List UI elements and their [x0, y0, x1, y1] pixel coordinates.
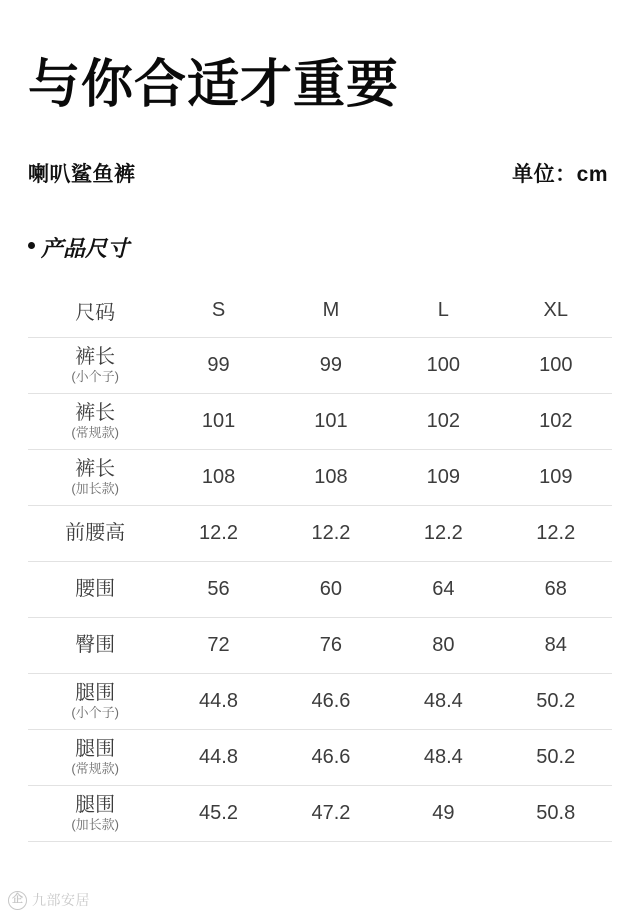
cell-value: 12.2 [162, 505, 274, 561]
row-label-main: 裤长 [75, 458, 116, 481]
cell-value: 46.6 [275, 673, 387, 729]
cell-value: 60 [275, 561, 387, 617]
cell-value: 46.6 [275, 729, 387, 785]
table-row [28, 785, 612, 841]
table-body [28, 337, 612, 841]
product-name: 喇叭鲨鱼裤 [28, 162, 136, 186]
cell-value: 47.2 [275, 785, 387, 841]
cell-value: 101 [162, 393, 274, 449]
size-chart-page [0, 56, 640, 916]
column-header-m: M [275, 285, 387, 338]
cell-value: 108 [162, 449, 274, 505]
table-header [28, 285, 612, 338]
cell-value: 56 [162, 561, 274, 617]
row-label-main: 前腰高 [65, 521, 126, 544]
row-label-sub: (小个子) [71, 704, 119, 720]
column-header-s: S [162, 285, 274, 338]
cell-value: 44.8 [162, 729, 274, 785]
table-row [28, 505, 612, 561]
cell-value: 100 [500, 337, 612, 393]
row-label [28, 337, 162, 393]
cell-value: 102 [387, 393, 499, 449]
cell-value: 50.2 [500, 673, 612, 729]
cell-value: 48.4 [387, 729, 499, 785]
watermark-logo-icon: 企 [8, 891, 27, 910]
row-label-main: 腰围 [75, 577, 116, 600]
product-info-row [28, 158, 612, 188]
cell-value: 102 [500, 393, 612, 449]
cell-value: 49 [387, 785, 499, 841]
row-label-sub: (加长款) [71, 480, 119, 496]
table-row [28, 729, 612, 785]
cell-value: 64 [387, 561, 499, 617]
cell-value: 76 [275, 617, 387, 673]
cell-value: 101 [275, 393, 387, 449]
table-header-row [28, 285, 612, 338]
table-row [28, 393, 612, 449]
size-table [28, 285, 612, 842]
row-label [28, 561, 162, 617]
cell-value: 100 [387, 337, 499, 393]
row-label [28, 617, 162, 673]
row-label [28, 729, 162, 785]
row-label-sub: (加长款) [71, 816, 119, 832]
watermark [8, 890, 90, 910]
row-label-main: 裤长 [75, 402, 116, 425]
cell-value: 109 [387, 449, 499, 505]
row-label-main: 裤长 [75, 346, 116, 369]
column-header-xl: XL [500, 285, 612, 338]
table-row [28, 337, 612, 393]
watermark-label: 九部安居 [32, 892, 90, 908]
row-label [28, 673, 162, 729]
unit-label: 单位：cm [512, 162, 608, 186]
column-header-l: L [387, 285, 499, 338]
column-header-size: 尺码 [28, 285, 162, 338]
cell-value: 44.8 [162, 673, 274, 729]
row-label [28, 785, 162, 841]
row-label-sub: (常规款) [71, 424, 119, 440]
cell-value: 99 [162, 337, 274, 393]
cell-value: 12.2 [275, 505, 387, 561]
row-label-main: 腿围 [75, 682, 116, 705]
row-label [28, 449, 162, 505]
cell-value: 45.2 [162, 785, 274, 841]
table-row [28, 617, 612, 673]
table-row [28, 673, 612, 729]
cell-value: 50.2 [500, 729, 612, 785]
page-title: 与你合适才重要 [28, 56, 400, 114]
cell-value: 84 [500, 617, 612, 673]
row-label-sub: (小个子) [71, 368, 119, 384]
section-heading [28, 232, 612, 263]
cell-value: 48.4 [387, 673, 499, 729]
row-label-main: 腿围 [75, 794, 116, 817]
cell-value: 50.8 [500, 785, 612, 841]
cell-value: 108 [275, 449, 387, 505]
table-row [28, 449, 612, 505]
cell-value: 99 [275, 337, 387, 393]
cell-value: 68 [500, 561, 612, 617]
section-heading-label: 产品尺寸 [41, 235, 130, 261]
cell-value: 12.2 [387, 505, 499, 561]
row-label [28, 393, 162, 449]
row-label-sub: (常规款) [71, 760, 119, 776]
bullet-icon [28, 242, 35, 249]
row-label [28, 505, 162, 561]
cell-value: 109 [500, 449, 612, 505]
cell-value: 12.2 [500, 505, 612, 561]
table-row [28, 561, 612, 617]
row-label-main: 腿围 [75, 738, 116, 761]
cell-value: 72 [162, 617, 274, 673]
cell-value: 80 [387, 617, 499, 673]
row-label-main: 臀围 [75, 633, 116, 656]
